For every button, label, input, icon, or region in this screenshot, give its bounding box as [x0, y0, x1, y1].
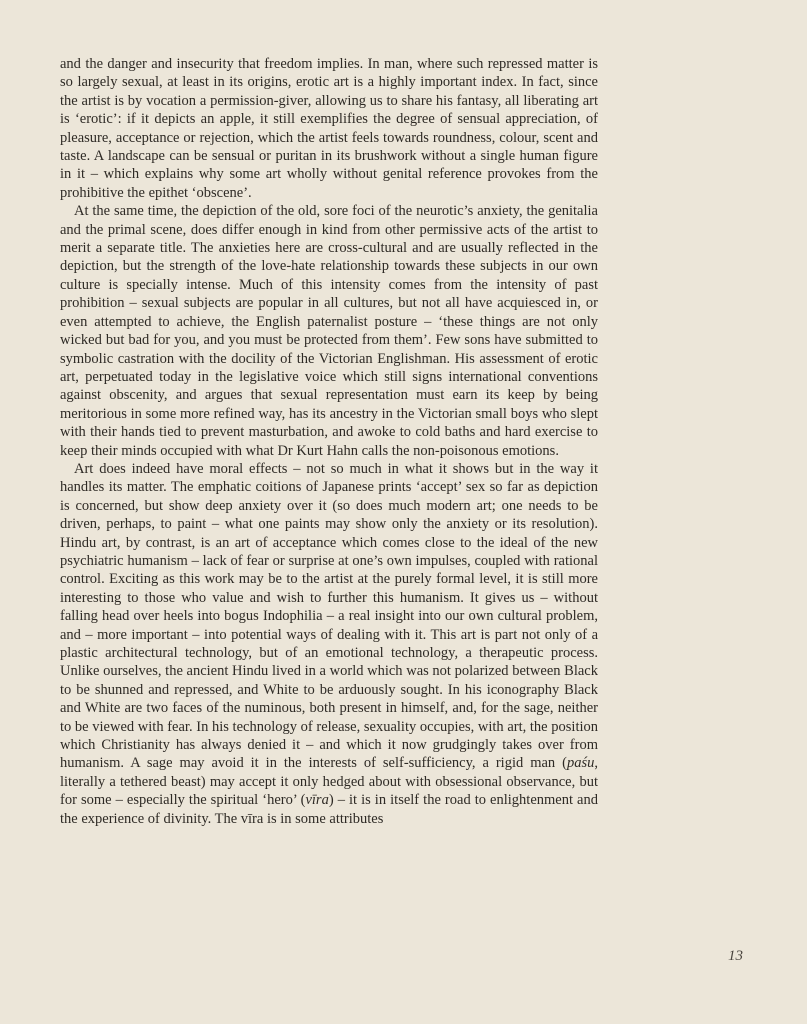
paragraph-1-text: and the danger and insecurity that freedom implies. In man, where such repressed matter is so largely sexual, at least in its origins, erotic art is a highly important index. In fact, since the artist is by vocation a permission-giver, allowing us to share his fantasy, all liberating art is ‘erotic’: if it depicts an apple, it still exemplifies the degree of sensual appreciation, of pleasure, acceptance or rejection, which the artist feels towards roundness, colour, scent and taste. A landscape can be sensual or puritan in its brushwork without a single human figure in it – which explains why some art wholly without genital reference provokes from the prohibitive the epithet ‘obscene’. [60, 56, 598, 201]
paragraph-3-text-c: ) – it is in itself the road to enlightenment and the experience of divinity. The vīra is in some attributes [60, 792, 598, 827]
paragraph-3-text-a: Art does indeed have moral effects – not so much in what it shows but in the way it handles its matter. The emphatic coitions of Japanese prints ‘accept’ sex so far as depiction is concerned, but show deep anxiety over it (so does much modern art; one needs to be driven, perhaps, to paint – what one paints may show only the anxiety or its resolution). Hindu art, by contrast, is an art of acceptance which comes close to the ideal of the new psychiatric humanism – lack of fear or surprise at one’s own impulses, coupled with rational control. Exciting as this work may be to the artist at the purely formal level, it is still more interesting to those who value and wish to further this humanism. It gives us – without falling head over heels into bogus Indophilia – a real insight into our own cultural problem, and – more important – into potential ways of dealing with it. This art is part not only of a plastic architectural technology, but of an emotional technology, a therapeutic process. Unlike ourselves, the ancient Hindu lived in a world which was not polarized between Black to be shunned and repressed, and White to be arduously sought. In his iconography Black and White are two faces of the numinous, both present in himself, and, for the sage, neither to be viewed with fear. In his technology of release, sexuality occupies, with art, the position which Christianity has always denied it – and which it now grudgingly takes over from humanism. A sage may avoid it in the interests of self-sufficiency, a rigid man ( [60, 460, 598, 772]
paragraph-3 [60, 460, 598, 828]
paragraph-2 [60, 202, 598, 460]
body-text [60, 55, 598, 828]
page-number: 13 [728, 948, 743, 964]
paragraph-3-text-b: , literally a tethered beast) may accept it only hedged about with obsessional observance, but for some – especially the spiritual ‘hero’ ( [60, 755, 598, 809]
paragraph-2-text: At the same time, the depiction of the old, sore foci of the neurotic’s anxiety, the genitalia and the primal scene, does differ enough in kind from other permissive acts of the artist to merit a separate title. The anxieties here are cross-cultural and are usually reflected in the depiction, but the strength of the love-hate relationship towards these subjects in our own culture is specially intense. Much of this intensity comes from the intensity of past prohibition – sexual subjects are popular in all cultures, but not all have acquiesced in, or even attempted to achieve, the English paternalist posture – ‘these things are not only wicked but bad for you, and you must be protected from them’. Few sons have submitted to symbolic castration with the docility of the Victorian Englishman. His assessment of erotic art, perpetuated today in the legislative voice which still signs international conventions against obscenity, and argues that sexual representation must earn its keep by being meritorious in some more refined way, has its ancestry in the Victorian small boys who slept with their hands tied to prevent masturbation, and awoke to cold baths and hard exercise to keep their minds occupied with what Dr Kurt Hahn calls the non-poisonous emotions. [60, 203, 598, 459]
paragraph-3-term-pasu: paśu [566, 755, 595, 772]
paragraph-1 [60, 55, 598, 202]
paragraph-3-term-vira: vīra [305, 792, 329, 809]
